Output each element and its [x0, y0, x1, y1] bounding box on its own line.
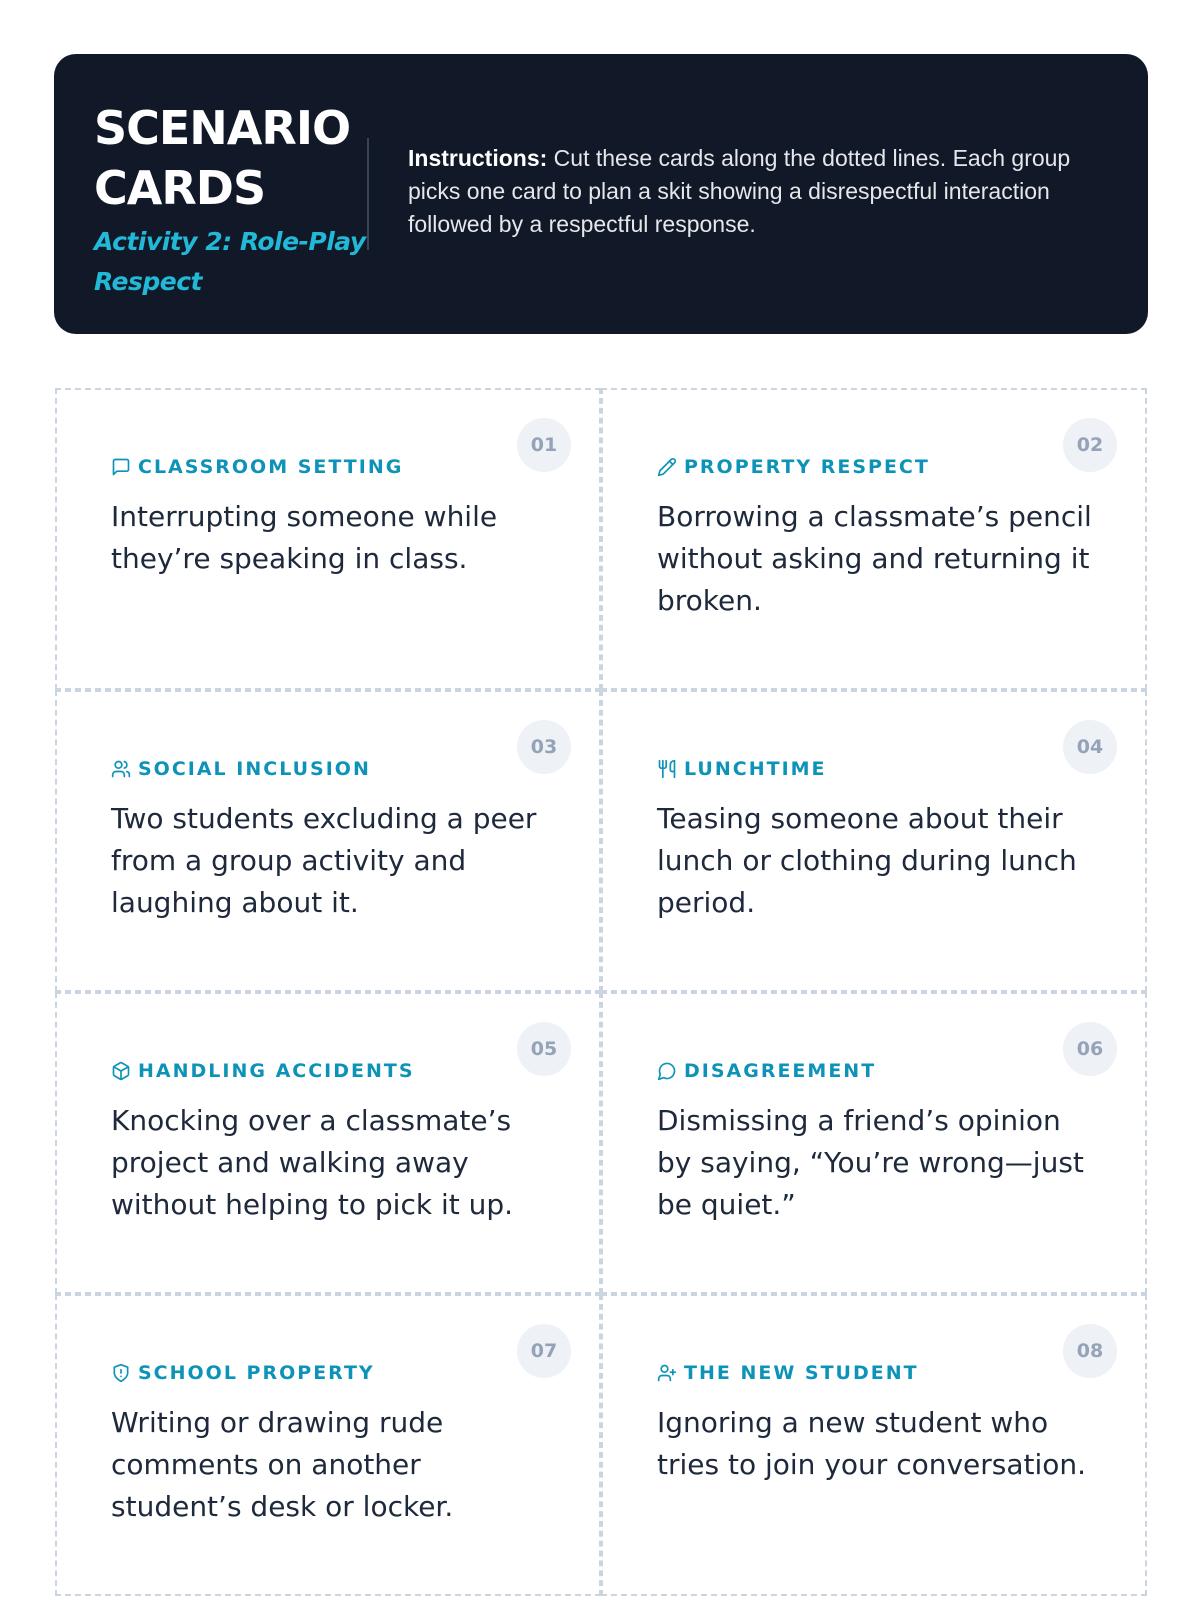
card-number-badge: 06 — [1063, 1022, 1117, 1076]
page-title — [94, 98, 374, 218]
card-category-label: PROPERTY RESPECT — [684, 456, 930, 478]
scenario-card — [601, 1294, 1147, 1596]
card-category — [657, 1362, 919, 1384]
card-category-label: SOCIAL INCLUSION — [138, 758, 371, 780]
card-number-badge: 07 — [517, 1324, 571, 1378]
scenario-card — [601, 992, 1147, 1294]
activity-subtitle: Activity 2: Role-Play Respect — [94, 227, 366, 296]
scenario-card — [601, 690, 1147, 992]
card-scenario-text: Borrowing a classmate’s pencil without asking and returning it broken. — [657, 500, 1092, 617]
card-number-badge: 01 — [517, 418, 571, 472]
title-line-2: CARDS — [94, 161, 266, 215]
card-number-badge: 05 — [517, 1022, 571, 1076]
card-category-label: CLASSROOM SETTING — [138, 456, 404, 478]
card-number-badge: 03 — [517, 720, 571, 774]
card-number-badge: 02 — [1063, 418, 1117, 472]
scenario-card — [55, 690, 601, 992]
card-number-badge: 08 — [1063, 1324, 1117, 1378]
card-category-label: HANDLING ACCIDENTS — [138, 1060, 415, 1082]
card-number-badge: 04 — [1063, 720, 1117, 774]
card-category — [111, 758, 371, 780]
header-divider — [367, 138, 369, 250]
card-category — [111, 456, 403, 478]
box-icon — [111, 1061, 131, 1081]
message-square-icon — [111, 457, 131, 477]
shield-icon — [111, 1363, 131, 1383]
header-banner — [54, 54, 1148, 334]
card-category — [657, 758, 827, 780]
user-plus-icon — [657, 1363, 677, 1383]
header-title-block — [94, 98, 374, 302]
scenario-card — [601, 388, 1147, 690]
instructions-label: Instructions: — [408, 145, 548, 171]
card-scenario-text: Ignoring a new student who tries to join your conversation. — [657, 1406, 1087, 1481]
card-category-label: THE NEW STUDENT — [684, 1362, 919, 1384]
card-category-label: SCHOOL PROPERTY — [138, 1362, 375, 1384]
card-category-label: DISAGREEMENT — [684, 1060, 877, 1082]
card-category — [657, 456, 930, 478]
scenario-card — [55, 1294, 601, 1596]
card-scenario-text: Interrupting someone while they’re speaking in class. — [111, 500, 498, 575]
title-line-1: SCENARIO — [94, 101, 351, 155]
message-circle-icon — [657, 1061, 677, 1081]
instructions-text: Cut these cards along the dotted lines. Each group picks one card to plan a skit showing a disrespectful interaction followed by a respectful response. — [408, 145, 1071, 237]
scenario-card — [55, 992, 601, 1294]
users-icon — [111, 759, 131, 779]
card-scenario-text: Teasing someone about their lunch or clothing during lunch period. — [657, 802, 1077, 919]
card-scenario-text: Dismissing a friend’s opinion by saying, “You’re wrong—just be quiet.” — [657, 1104, 1084, 1221]
scenario-card — [55, 388, 601, 690]
card-category — [657, 1060, 876, 1082]
card-category-label: LUNCHTIME — [684, 758, 827, 780]
pencil-icon — [657, 457, 677, 477]
utensils-icon — [657, 759, 677, 779]
instructions — [408, 142, 1098, 241]
card-scenario-text: Writing or drawing rude comments on another student’s desk or locker. — [111, 1406, 454, 1523]
card-category — [111, 1362, 375, 1384]
card-scenario-text: Knocking over a classmate’s project and walking away without helping to pick it up. — [111, 1104, 514, 1221]
card-category — [111, 1060, 415, 1082]
card-scenario-text: Two students excluding a peer from a group activity and laughing about it. — [111, 802, 537, 919]
